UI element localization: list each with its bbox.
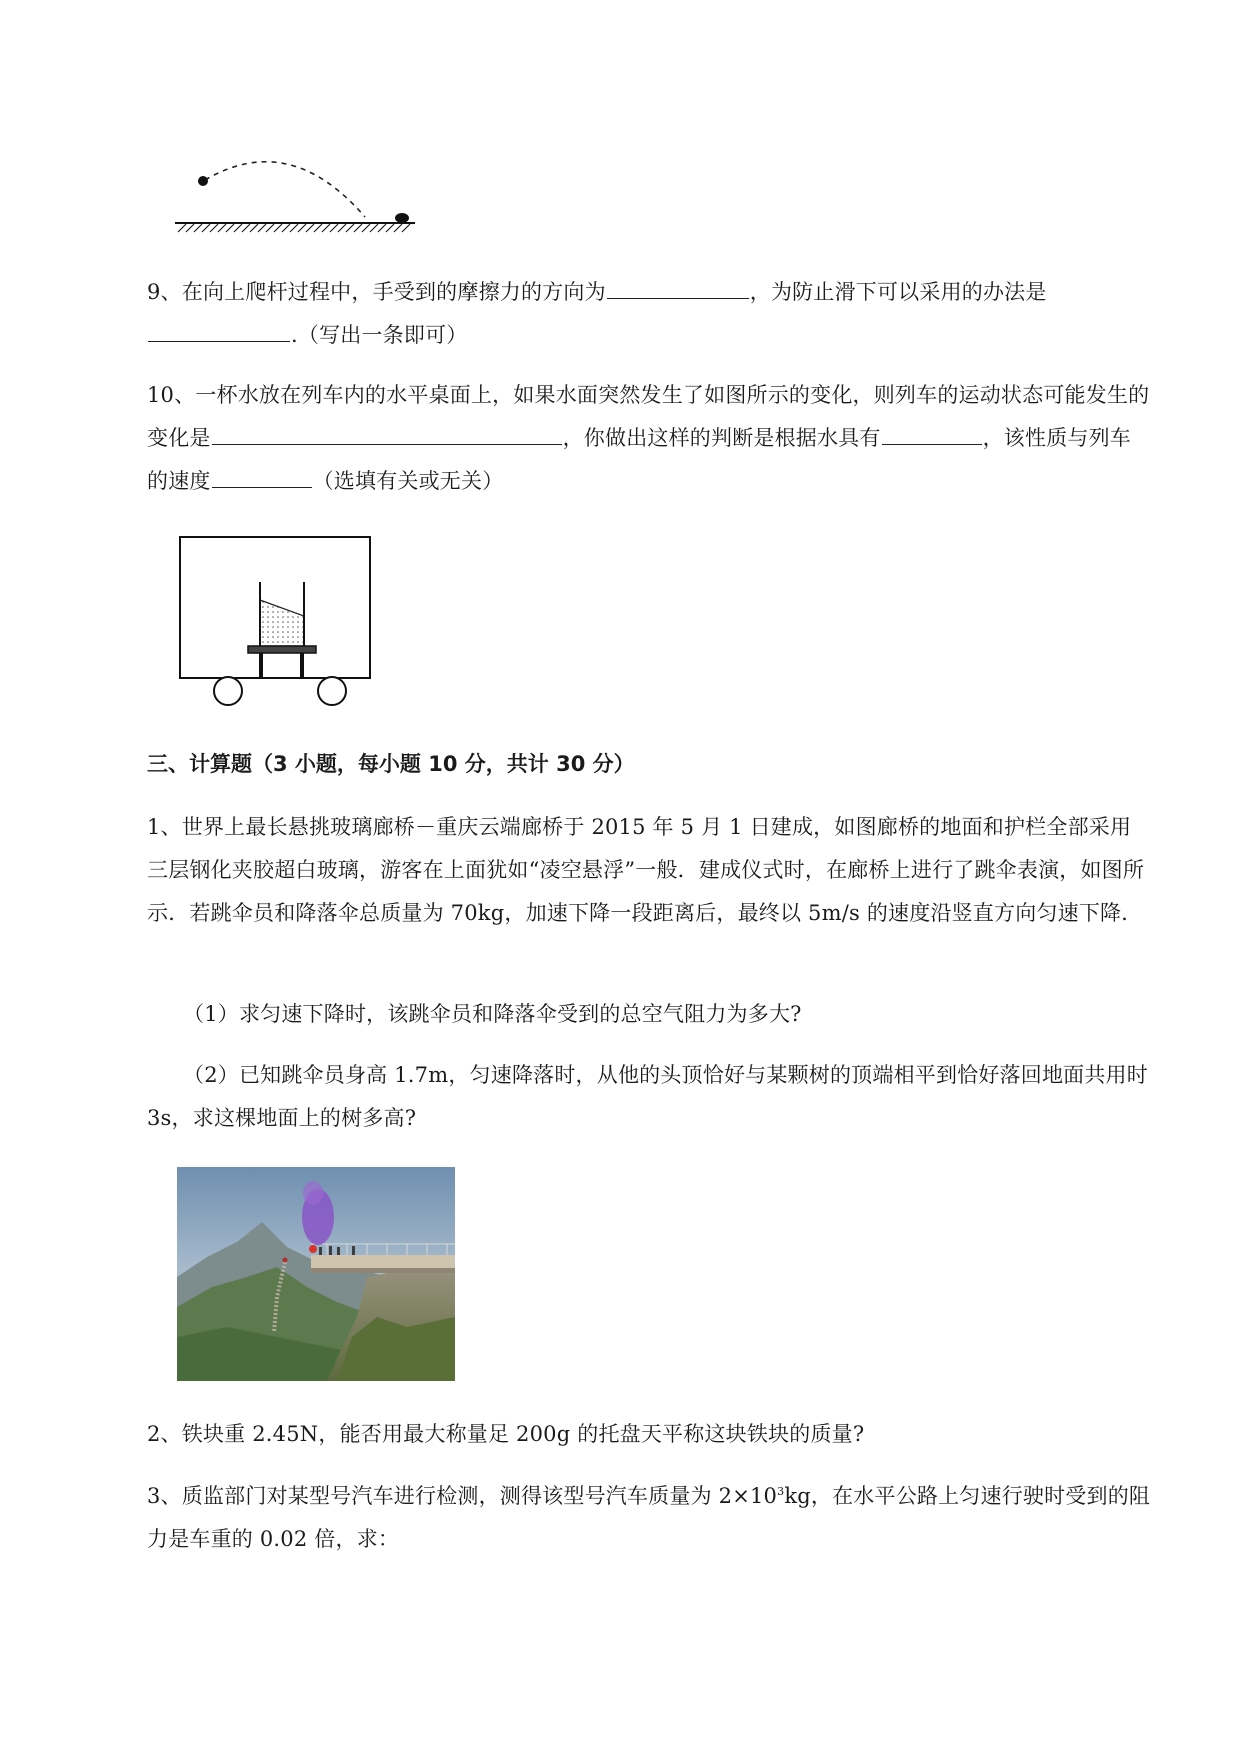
calc-question-3 <box>147 1475 1152 1561</box>
answer-blank[interactable] <box>148 315 290 342</box>
question-text: ，该性质与列车的速度 <box>147 426 1132 493</box>
answer-blank[interactable] <box>212 418 562 445</box>
purple-smoke-top <box>303 1181 323 1205</box>
table-top <box>248 646 316 653</box>
calc-question-1 <box>147 806 1152 935</box>
question-text: ，为防止滑下可以采用的办法是 <box>749 280 1047 304</box>
calc-question-2 <box>147 1413 1152 1456</box>
question-text: （选填有关或无关） <box>312 469 504 493</box>
bridge-underside <box>311 1268 455 1273</box>
question-text: 铁块重 2.45N，能否用最大称量足 200g 的托盘天平称这块铁块的质量? <box>181 1422 865 1446</box>
question-text: ，你做出这样的判断是根据水具有 <box>562 426 881 450</box>
question-text: 质监部门对某型号汽车进行检测，测得该型号汽车质量为 2×10 <box>181 1484 778 1508</box>
question-text: （2）已知跳伞员身高 1.7m，匀速降落时，从他的头顶恰好与某颗树的顶端相平到恰好落回地面共用时 3s，求这棵地面上的树多高? <box>147 1063 1148 1130</box>
calc-question-1-part-2 <box>147 1054 1152 1140</box>
ball-trajectory-figure <box>170 150 420 240</box>
question-text: 一杯水放在列车内的水平桌面上，如果水面突然发生了如图所示的变化，则列车的运动状态可能发生的变化是 <box>147 383 1150 450</box>
answer-blank[interactable] <box>607 272 749 299</box>
red-flag <box>309 1245 317 1253</box>
ball-end <box>395 213 409 223</box>
section-title: 三、计算题（3 小题，每小题 10 分，共计 30 分） <box>147 752 635 776</box>
trajectory-dashed-curve <box>205 162 365 217</box>
question-text: 世界上最长悬挑玻璃廊桥－重庆云端廊桥于 2015 年 5 月 1 日建成，如图廊桥的地面和护栏全部采用三层钢化夹胶超白玻璃，游客在上面犹如“凌空悬浮”一般．建成仪式时，在廊桥上进行了跳伞表演，如图所示．若跳伞员和降落伞总质量为 70kg，加速下降一段距离后，最终以 5m/s 的速度沿竖直方向匀速下降． <box>147 815 1145 925</box>
skydiver <box>283 1258 288 1263</box>
exponent: 3 <box>777 1485 785 1498</box>
question-text: .（写出一条即可） <box>291 323 468 347</box>
ground-hatching <box>178 224 410 232</box>
question-9 <box>147 271 1152 357</box>
train-wheel-left <box>214 677 242 705</box>
answer-blank[interactable] <box>882 418 982 445</box>
question-number: 10、 <box>147 383 196 407</box>
question-number: 9、 <box>147 280 182 304</box>
calc-question-1-part-1: （1）求匀速下降时，该跳伞员和降落伞受到的总空气阻力为多大? <box>183 1002 802 1026</box>
question-number: 3、 <box>147 1484 182 1508</box>
train-water-cup-figure <box>176 530 386 710</box>
glass-bridge-photo <box>177 1167 455 1381</box>
question-number: 2、 <box>147 1422 182 1446</box>
ball-start <box>198 176 208 186</box>
question-text: 在向上爬杆过程中，手受到的摩擦力的方向为 <box>181 280 606 304</box>
question-text: kg，在水平公路上匀速行驶时受到的阻力是车重的 0.02 倍，求： <box>147 1484 1151 1551</box>
bridge-deck <box>311 1255 455 1268</box>
question-number: 1、 <box>147 815 182 839</box>
answer-blank[interactable] <box>212 461 312 488</box>
question-10 <box>147 374 1152 503</box>
train-wheel-right <box>318 677 346 705</box>
tilted-water-surface <box>260 600 304 646</box>
